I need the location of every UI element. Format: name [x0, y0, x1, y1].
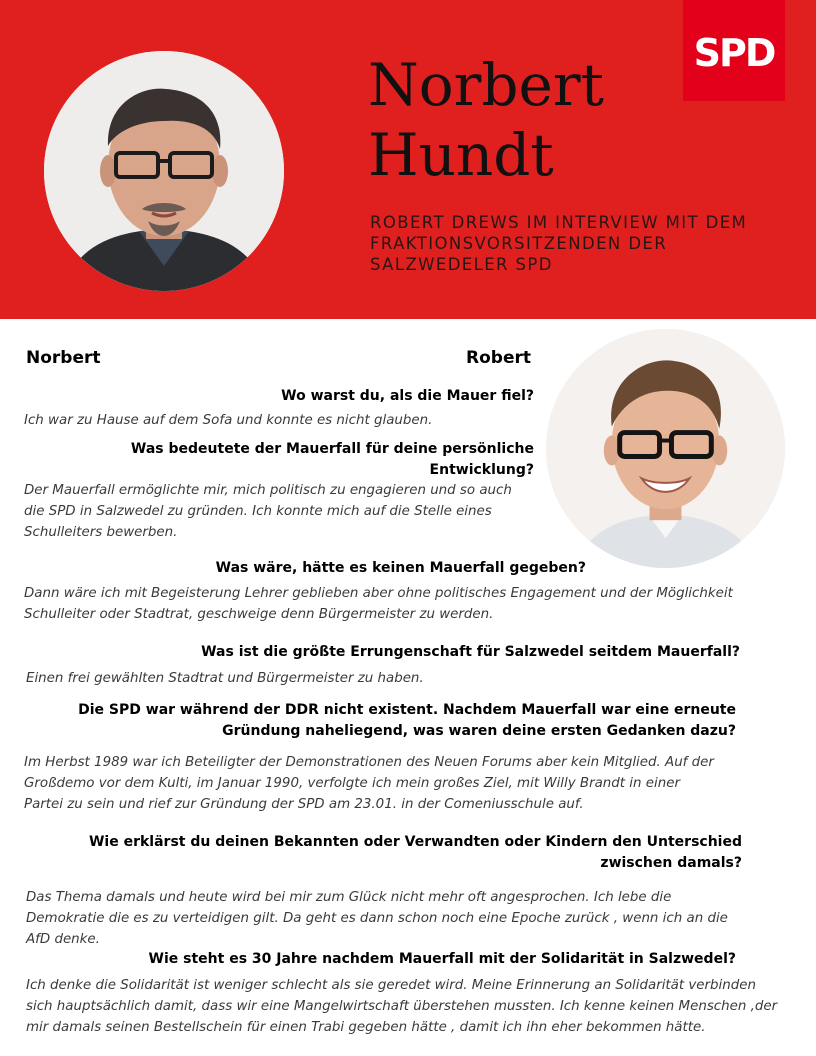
question-1: Wo warst du, als die Mauer fiel? — [281, 388, 534, 404]
answer-7: Ich denke die Solidarität ist weniger schlecht als sie geredet wird. Meine Erinnerung an Solidarität verbinden sich hauptsächlich damit, dass wir eine Mangelwirtschaft überstehen mussten. Ich kenne keinen Menschen ,der mir damals seinen Bestellschein für einen Trabi gegeben hätte , damit ich ihn eher bekommen hätte. — [26, 978, 778, 1035]
page-title — [368, 50, 604, 190]
portrait-norbert-graphic — [44, 51, 284, 291]
question-3: Was wäre, hätte es keinen Mauerfall gegeben? — [215, 560, 586, 576]
page-subtitle: ROBERT DREWS IM INTERVIEW MIT DEM FRAKTIONSVORSITZENDEN DER SALZWEDELER SPD — [370, 213, 748, 274]
answer-6: Das Thema damals und heute wird bei mir zum Glück nicht mehr oft angesprochen. Ich lebe die Demokratie die es zu verteidigen gilt. Da geht es dann schon noch eine Epoche zurück , wenn ich an die AfD denke. — [26, 890, 728, 947]
speaker-label-norbert: Norbert — [26, 348, 101, 368]
spd-logo-text: SPD — [693, 30, 775, 75]
answer-1: Ich war zu Hause auf dem Sofa und konnte es nicht glauben. — [24, 413, 433, 428]
question-5: Die SPD war während der DDR nicht existent. Nachdem Mauerfall war eine erneute Gründung naheliegend, was waren deine ersten Gedanken dazu? — [78, 702, 736, 739]
answer-4: Einen frei gewählten Stadtrat und Bürgermeister zu haben. — [26, 671, 424, 686]
answer-2: Der Mauerfall ermöglichte mir, mich politisch zu engagieren und so auch die SPD in Salzwedel zu gründen. Ich konnte mich auf die Stelle eines Schulleiters bewerben. — [24, 483, 512, 540]
question-7: Wie steht es 30 Jahre nachdem Mauerfall mit der Solidarität in Salzwedel? — [148, 951, 736, 967]
answer-5: Im Herbst 1989 war ich Beteiligter der Demonstrationen des Neuen Forums aber kein Mitglied. Auf der Großdemo vor dem Kulti, im Januar 1990, verfolgte ich mein großes Ziel, mit Willy Brandt in einer Partei zu sein und rief zur Gründung der SPD am 23.01. in der Comeniusschule auf. — [24, 755, 714, 812]
answer-3: Dann wäre ich mit Begeisterung Lehrer geblieben aber ohne politisches Engagement und der Möglichkeit Schulleiter oder Stadtrat, geschweige denn Bürgermeister zu werden. — [24, 586, 733, 622]
portrait-robert — [546, 329, 785, 568]
question-6: Wie erklärst du deinen Bekannten oder Verwandten oder Kindern den Unterschied zwischen damals? — [88, 834, 742, 871]
portrait-norbert — [44, 51, 284, 291]
portrait-robert-graphic — [546, 329, 785, 568]
title-first-name: Norbert — [368, 51, 604, 119]
speaker-label-robert: Robert — [466, 348, 531, 368]
spd-logo — [683, 0, 785, 101]
title-last-name: Hundt — [368, 121, 554, 189]
question-2: Was bedeutete der Mauerfall für deine persönliche Entwicklung? — [130, 441, 534, 478]
question-4: Was ist die größte Errungenschaft für Salzwedel seitdem Mauerfall? — [201, 644, 740, 660]
